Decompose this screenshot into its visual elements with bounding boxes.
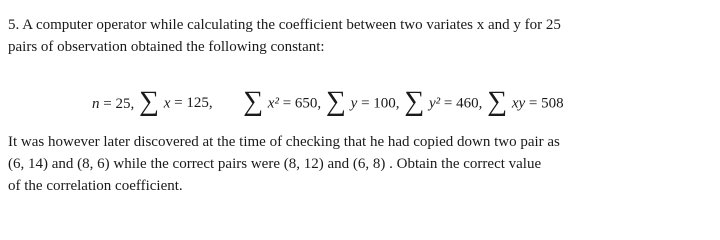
- question-line-1-text: A computer operator while calculating the coefficient between two variates x and y for 25: [22, 17, 561, 33]
- question-text: [8, 14, 708, 58]
- sum-y-value: = 100,: [361, 95, 400, 112]
- sum-x-var: x: [163, 95, 171, 112]
- followup-line-2: (6, 14) and (8, 6) while the correct pairs were (8, 12) and (6, 8) . Obtain the correct value: [8, 156, 542, 172]
- sum-x2-term: [242, 88, 321, 120]
- sum-y-term: [325, 88, 400, 120]
- sum-x-value: = 125,: [174, 95, 213, 112]
- question-number: 5.: [8, 17, 20, 33]
- sum-y2-var: y²: [429, 95, 441, 112]
- sigma-symbol: ∑: [138, 86, 159, 117]
- sum-x-term: [138, 88, 219, 120]
- followup-line-1: It was however later discovered at the time of checking that he had copied down two pair as: [8, 134, 560, 150]
- sigma-symbol: ∑: [404, 86, 425, 117]
- question-line-2: pairs of observation obtained the following constant:: [8, 39, 325, 55]
- sum-xy-value: = 508: [528, 95, 564, 112]
- question-line-1: [8, 14, 708, 36]
- sigma-symbol: ∑: [487, 86, 508, 117]
- sum-xy-term: [486, 88, 564, 120]
- summary-formula: [92, 88, 564, 120]
- n-label: n: [92, 95, 100, 112]
- sum-xy-var: xy: [511, 95, 526, 112]
- n-value: = 25,: [103, 95, 135, 112]
- followup-text: [8, 131, 708, 197]
- sum-y2-value: = 460,: [443, 95, 483, 112]
- sum-x2-var: x²: [267, 95, 279, 112]
- followup-line-3: of the correlation coefficient.: [8, 178, 183, 194]
- sum-y2-term: [403, 88, 482, 120]
- sigma-symbol: ∑: [243, 86, 264, 117]
- sum-x2-value: = 650,: [282, 95, 322, 112]
- sigma-symbol: ∑: [325, 86, 346, 117]
- n-term: [92, 96, 134, 113]
- sum-y-var: y: [350, 95, 358, 112]
